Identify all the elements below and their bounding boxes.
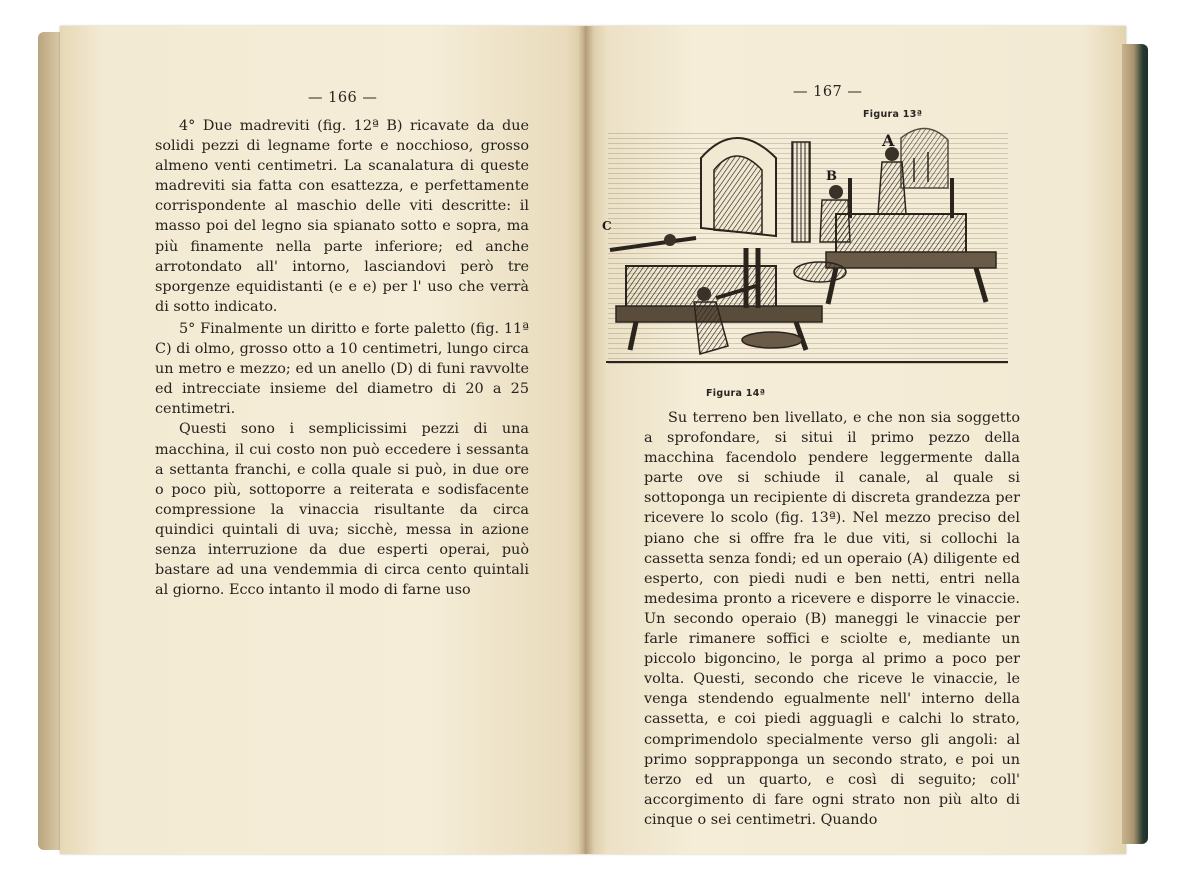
figure-letter-c: C (602, 219, 612, 233)
paragraph: 5° Finalmente un diritto e forte paletto (fig. 11ª C) di olmo, grosso otto a 10 centimetri, lungo circa un metro e mezzo; ed un anello (D) di funi ravvolte ed intrecciate insieme del diametro di 20 a 25 centimetri. (155, 320, 529, 418)
right-page-number: — 167 — (793, 84, 863, 100)
book-gutter (578, 26, 594, 854)
paragraph: 4° Due madreviti (fig. 12ª B) ricavate da due solidi pezzi di legname forte e nocchioso, grosso almeno venti centimetri. La scanalatura di queste madreviti sia fatta con esattezza, e perfettamente corrispondente al maschio delle viti descritte: il masso poi del legno sia spianato sotto e sopra, ma più finamente nella parte inferiore; ed anche arrotondato all' intorno, lasciandovi però tre sporgenze equidistanti (e e e) per l' uso che verrà di sotto indicato. (155, 118, 529, 315)
left-page-number: — 166 — (308, 90, 378, 106)
right-page-text (644, 408, 1020, 830)
figure-13-label: Figura 13ª (863, 109, 923, 120)
press-engraving (596, 118, 1016, 382)
paragraph: Questi sono i semplicissimi pezzi di una macchina, il cui costo non può eccedere i sessanta a settanta franchi, e colla quale si può, in due ore o poco più, sottoporre a reiterata e sodisfacente compressione la vinaccia risultante da circa quindici quintali di uva; sicchè, messa in azione senza interruzione da due esperti operai, può bastare ad una vendemmia di circa cento quintali al giorno. Ecco intanto il modo di farne uso (155, 421, 529, 599)
paragraph: Su terreno ben livellato, e che non sia soggetto a sprofondare, si situi il primo pezzo della macchina facendolo pendere leggermente dalla parte ove si schiude il canale, al quale si sottoponga un recipiente di discreta grandezza per ricevere lo scolo (fig. 13ª). Nel mezzo preciso del piano che si offre fra le due viti, si collochi la cassetta senza fondi; ed un operaio (A) diligente ed esperto, con piedi nudi e ben netti, entri nella medesima pronto a ricevere e disporre le vinaccie. Un secondo operaio (B) maneggi le vinaccie per farle rimanere soffici e sciolte e, mediante un piccolo bigoncino, le porga al primo a poco per volta. Questi, secondo che riceve le vinaccie, le venga stendendo egualmente nell' interno della cassetta, e coi piedi agguagli e calchi lo strato, comprimendolo specialmente verso gli angoli: al primo sopprapponga un secondo strato, e poi un terzo ed un quarto, e così di seguito; coll' accorgimento di fare ogni strato non più alto di cinque o sei centimetri. Quando (644, 410, 1020, 828)
left-page-text (155, 116, 529, 600)
figure-14-label: Figura 14ª (706, 388, 766, 399)
book-edge-right (1122, 44, 1148, 844)
figure-letter-b: B (826, 169, 837, 184)
figure-letter-a: A (882, 131, 895, 150)
